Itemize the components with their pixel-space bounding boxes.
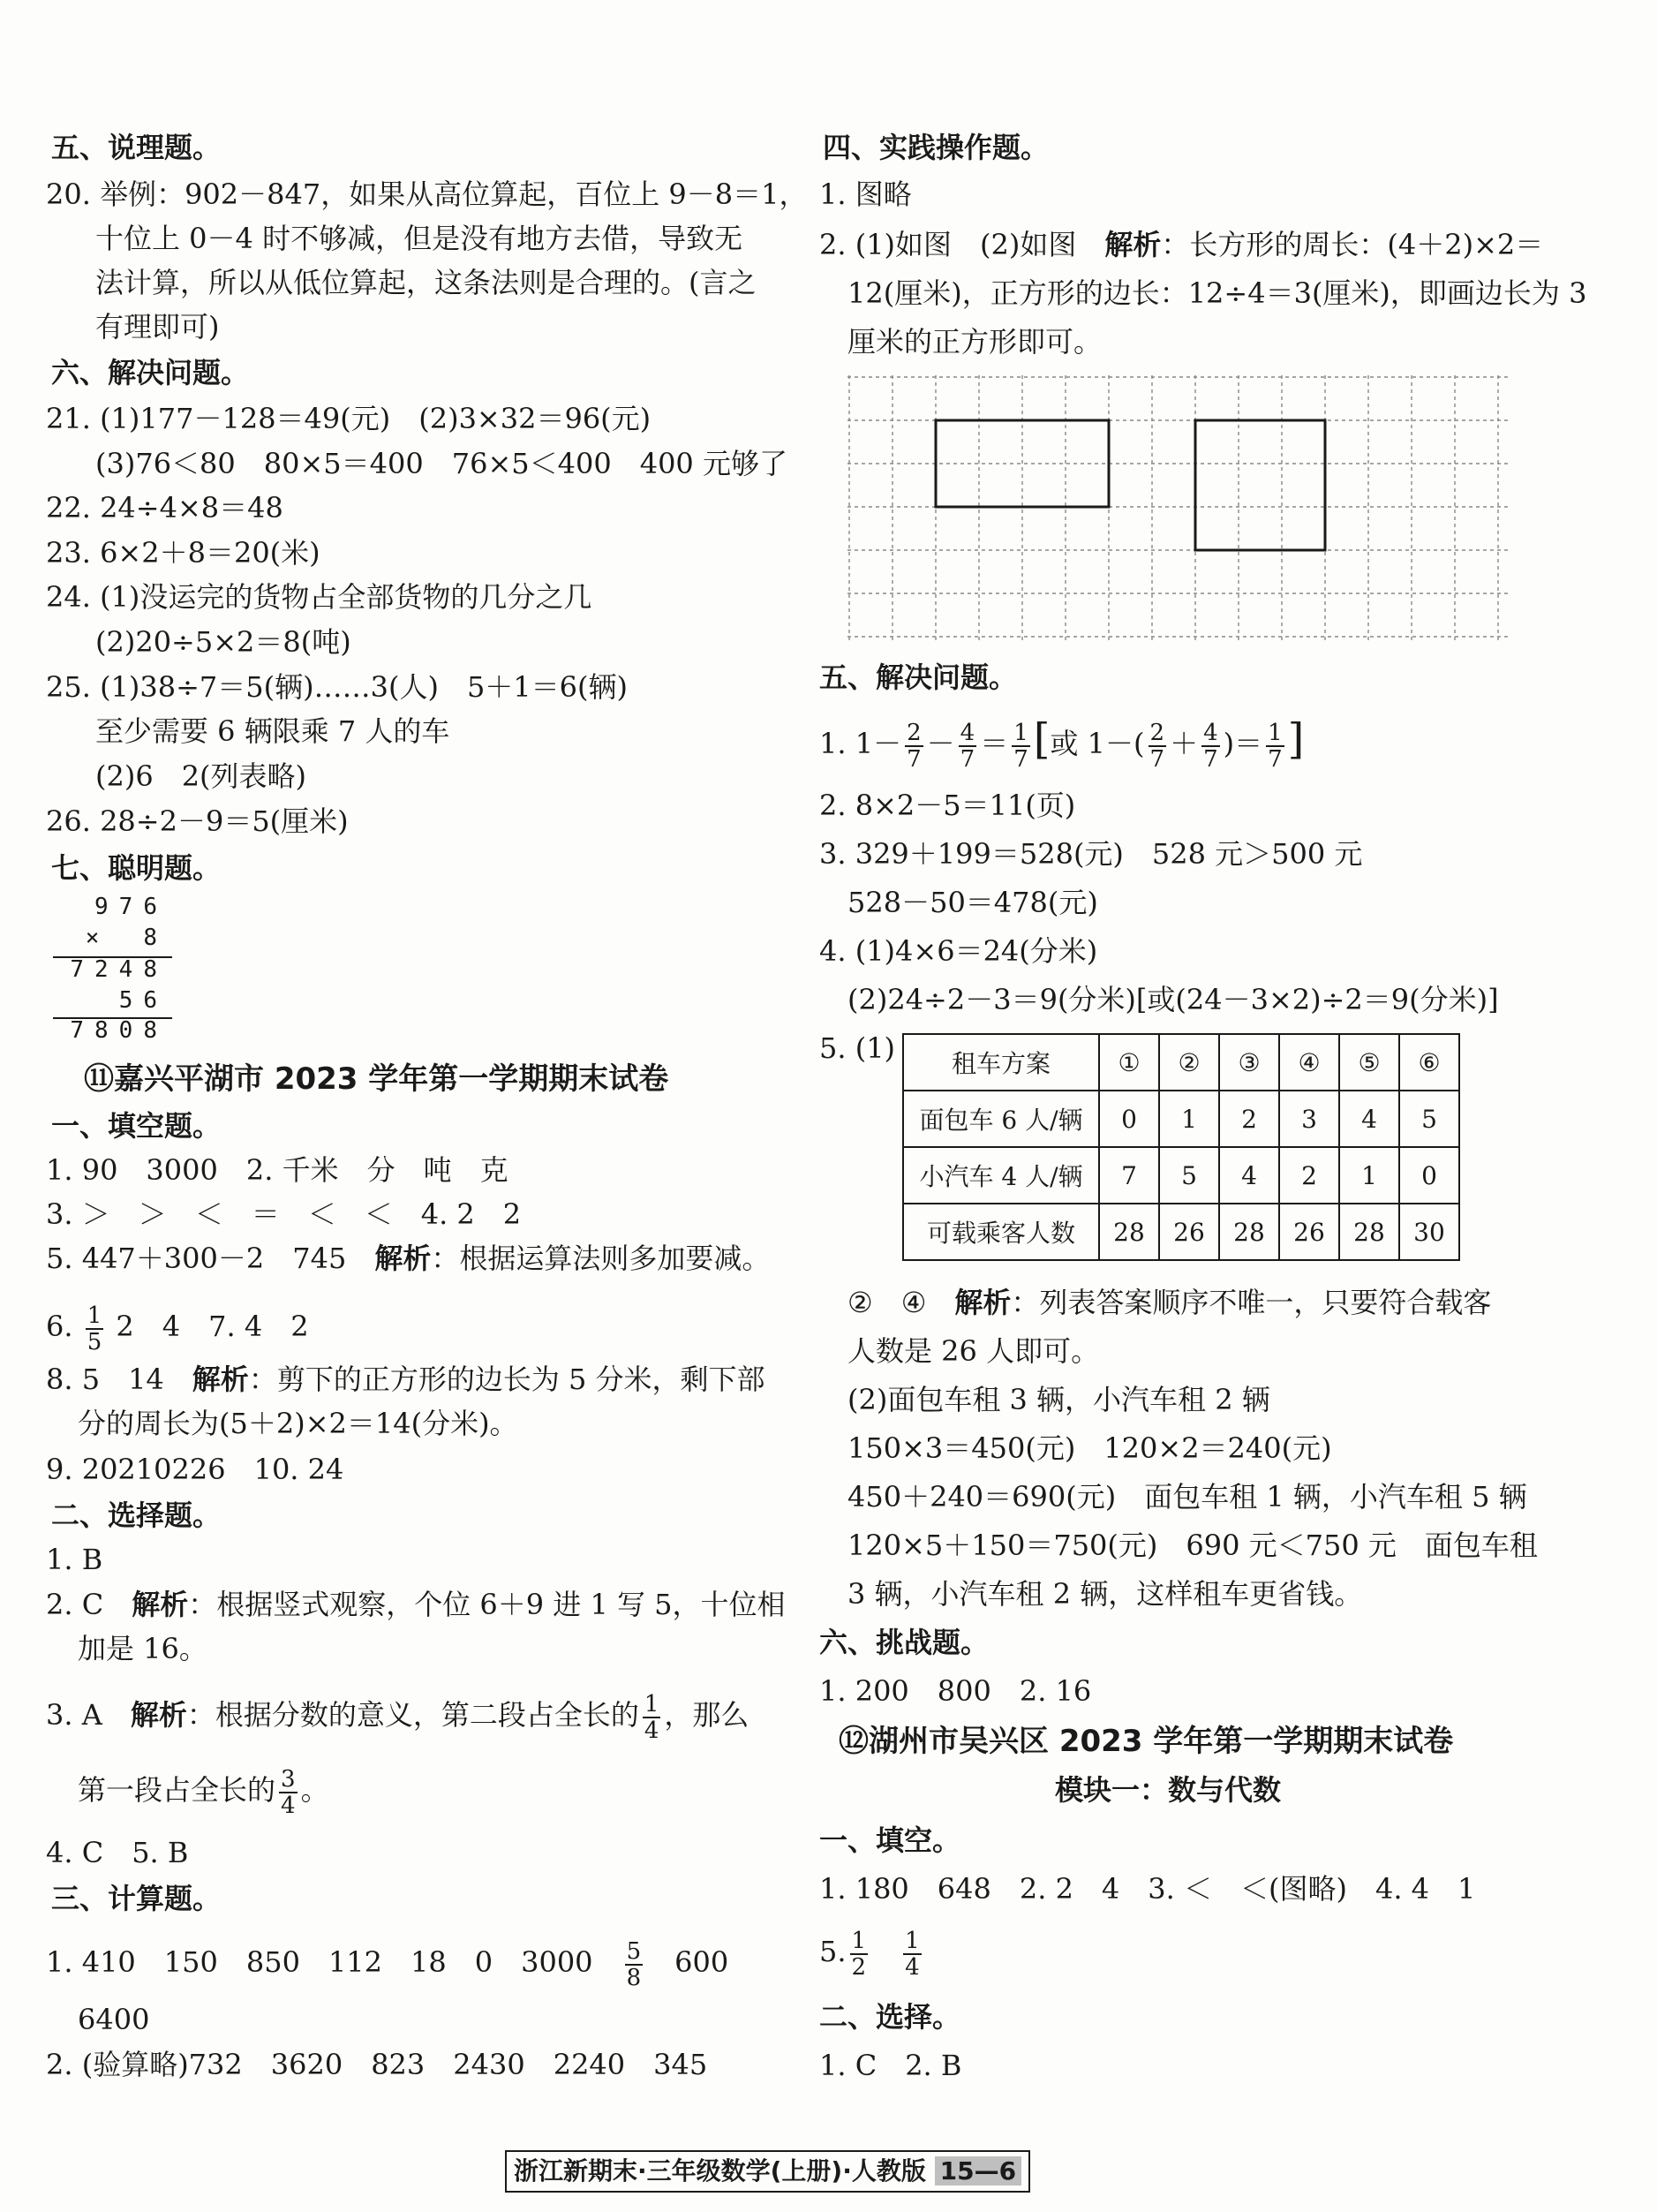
q20-line-2: 十位上 0－4 时不够减，但是没有地方去借，导致无 [95,222,743,255]
table-header-cell: ② [1159,1034,1219,1091]
square-3x3 [1195,420,1325,550]
e11-fill-line-6: 分的周长为(5＋2)×2＝14(分米)。 [78,1407,518,1440]
q25-line-3: (2)6 2(列表略) [95,759,307,793]
e11-choice-1: 1. B [46,1543,103,1576]
r-solve-5-label: 5. (1) [819,1031,896,1065]
table-row: 小汽车 4 人/辆 7 5 4 2 1 0 [903,1147,1459,1204]
fraction-5-8: $\frac{5}{8}$ [626,1937,642,1991]
section-7-title: 七、聪明题。 [51,851,222,885]
fraction-1-2: $\frac{1}{2}$ [851,1927,867,1981]
table-header-cell: 租车方案 [903,1034,1099,1091]
e11-section-3: 三、计算题。 [51,1882,222,1915]
q20-line-4: 有理即可) [95,310,220,344]
table-header-row [903,1034,1459,1091]
r-solve-5-line-3: (2)面包车租 3 辆，小汽车租 2 辆 [847,1383,1270,1416]
q25-line-2: 至少需要 6 辆限乘 7 人的车 [95,714,450,748]
r-solve-5-line-4: 150×3＝450(元) 120×2＝240(元) [847,1431,1332,1465]
r-p2-line-2: 12(厘米)，正方形的边长：12÷4＝3(厘米)，即画边长为 3 [847,276,1587,310]
q21-line-1: 21. (1)177－128＝49(元) (2)3×32＝96(元) [46,402,652,435]
r-solve-3a: 3. 329＋199＝528(元) 528 元＞500 元 [819,837,1363,871]
r-section-4-title: 四、实践操作题。 [823,131,1050,164]
q24-line-2: (2)20÷5×2＝8(吨) [95,625,351,659]
r-solve-5-line-1: ② ④ 解析：列表答案顺序不唯一，只要符合载客 [847,1286,1492,1319]
e12-choice-line: 1. C 2. B [819,2049,962,2082]
calc-row-4: 56 [118,987,168,1014]
calc-row-1: 976 [94,894,168,920]
r-section-5-title: 五、解决问题。 [819,661,1018,694]
e11-calc-1-cont: 6400 [78,2003,150,2036]
r-solve-2: 2. 8×2－5＝11(页) [819,789,1076,822]
rental-plan-table [902,1033,1460,1261]
table-header-cell: ① [1099,1034,1159,1091]
page-number: 15—6 [935,2156,1021,2186]
q21-line-2: (3)76＜80 80×5＝400 76×5＜400 400 元够了 [95,447,787,480]
footer-title: 浙江新期末·三年级数学(上册)·人教版 [514,2156,926,2186]
e11-choice-2-cont: 加是 16。 [78,1632,207,1665]
e11-fill-line-3: 5. 447＋300－2 745 解析：根据运算法则多加要减。 [46,1242,771,1275]
e11-fill-line-1: 1. 90 3000 2. 千米 分 吨 克 [46,1153,508,1187]
r-solve-5-line-2: 人数是 26 人即可。 [847,1334,1100,1368]
e12-fill-line-1: 1. 180 648 2. 2 4 3. ＜ ＜(图略) 4. 4 1 [819,1872,1476,1906]
e11-fill-line-7: 9. 20210226 10. 24 [46,1453,344,1486]
r-solve-3b: 528－50＝478(元) [847,886,1098,919]
section-5-title: 五、说理题。 [51,131,222,164]
e11-fill-q6: 6. $\frac{1}{5}$ 2 4 7. 4 2 [46,1302,309,1355]
e11-choice-3-cont: 第一段占全长的 $\frac{3}{4}$ 。 [78,1765,329,1819]
table-row: 可载乘客人数 28 26 28 26 28 30 [903,1204,1459,1260]
table-header-cell: ④ [1279,1034,1339,1091]
fraction-3-4: $\frac{3}{4}$ [281,1765,296,1819]
e11-fill-line-2: 3. ＞ ＞ ＜ ＝ ＜ ＜ 4. 2 2 [46,1197,522,1231]
fraction-1-4-b: $\frac{1}{4}$ [905,1927,920,1981]
e11-choice-2: 2. C 解析：根据竖式观察，个位 6＋9 进 1 写 5，十位相 [46,1588,786,1621]
r-p2-line-1: 2. (1)如图 (2)如图 解析：长方形的周长：(4＋2)×2＝ [819,228,1544,261]
page-footer [505,2150,1030,2193]
q25-line-1: 25. (1)38÷7＝5(辆)……3(人) 5＋1＝6(辆) [46,670,628,704]
calc-row-2: × 8 [85,925,168,951]
calc-row-3: 7248 [70,956,168,983]
table-header-cell: ⑥ [1399,1034,1459,1091]
table-header-cell: ⑤ [1339,1034,1399,1091]
q20-line-1: 20. 举例：902－847，如果从高位算起，百位上 9－8＝1， [46,177,808,211]
module-1-title: 模块一：数与代数 [1055,1773,1282,1807]
r-section-6-title: 六、挑战题。 [819,1626,990,1659]
e12-section-2: 二、选择。 [819,2000,961,2034]
q23: 23. 6×2＋8＝20(米) [46,536,320,570]
r-solve-4b: (2)24÷2－3＝9(分米)[或(24－3×2)÷2＝9(分米)] [847,983,1499,1016]
drawing-grid [847,375,1510,640]
e11-fill-line-5: 8. 5 14 解析：剪下的正方形的边长为 5 分米，剩下部 [46,1363,765,1396]
e11-section-2: 二、选择题。 [51,1499,222,1532]
section-6-title: 六、解决问题。 [51,356,250,389]
table-header-cell: ③ [1219,1034,1279,1091]
exam-11-title: ⑪嘉兴平湖市 2023 学年第一学期期末试卷 [84,1061,669,1097]
e11-section-1: 一、填空题。 [51,1109,222,1143]
r-p1: 1. 图略 [819,177,912,211]
calc-row-5: 7808 [70,1017,168,1044]
exam-12-title: ⑫湖州市吴兴区 2023 学年第一学期期末试卷 [839,1724,1454,1759]
r-challenge: 1. 200 800 2. 16 [819,1674,1092,1708]
fraction-1-5: $\frac{1}{5}$ [87,1302,102,1355]
e11-calc-1: 1. 410 150 850 112 18 0 3000 $\frac{5}{8}$ 600 [46,1937,729,1991]
r-solve-5-line-6: 120×5＋150＝750(元) 690 元＜750 元 面包车租 [847,1529,1538,1562]
r-solve-5-line-5: 450＋240＝690(元) 面包车租 1 辆，小汽车租 5 辆 [847,1480,1527,1514]
r-solve-4a: 4. (1)4×6＝24(分米) [819,934,1098,968]
r-solve-5-line-7: 3 辆，小汽车租 2 辆，这样租车更省钱。 [847,1577,1363,1611]
table-row: 面包车 6 人/辆 0 1 2 3 4 5 [903,1091,1459,1147]
e11-calc-2: 2. (验算略)732 3620 823 2430 2240 345 [46,2048,708,2081]
e12-fill-q5: 5. $\frac{1}{2}$ $\frac{1}{4}$ [819,1927,920,1981]
e12-section-1: 一、填空。 [819,1823,961,1857]
fraction-1-4: $\frac{1}{4}$ [644,1690,659,1744]
q26: 26. 28÷2－9＝5(厘米) [46,804,349,838]
q24-line-1: 24. (1)没运完的货物占全部货物的几分之几 [46,580,592,614]
q20-line-3: 法计算，所以从低位算起，这条法则是合理的。(言之 [95,266,757,299]
e11-choice-4-5: 4. C 5. B [46,1836,189,1869]
r-solve-1: 1. 1－ $\frac{2}{7}$ － $\frac{4}{7}$ ＝ $\frac{1}{7}$ [或 1－( $\frac{2}{7}$ ＋ $\frac{4}{7}$ )＝ $\frac{1}{7}$ ] [819,714,1305,773]
r-p2-line-3: 厘米的正方形即可。 [847,325,1103,359]
q22: 22. 24÷4×8＝48 [46,491,283,525]
e11-choice-3: 3. A 解析：根据分数的意义，第二段占全长的 $\frac{1}{4}$ ，那么 [46,1690,749,1744]
